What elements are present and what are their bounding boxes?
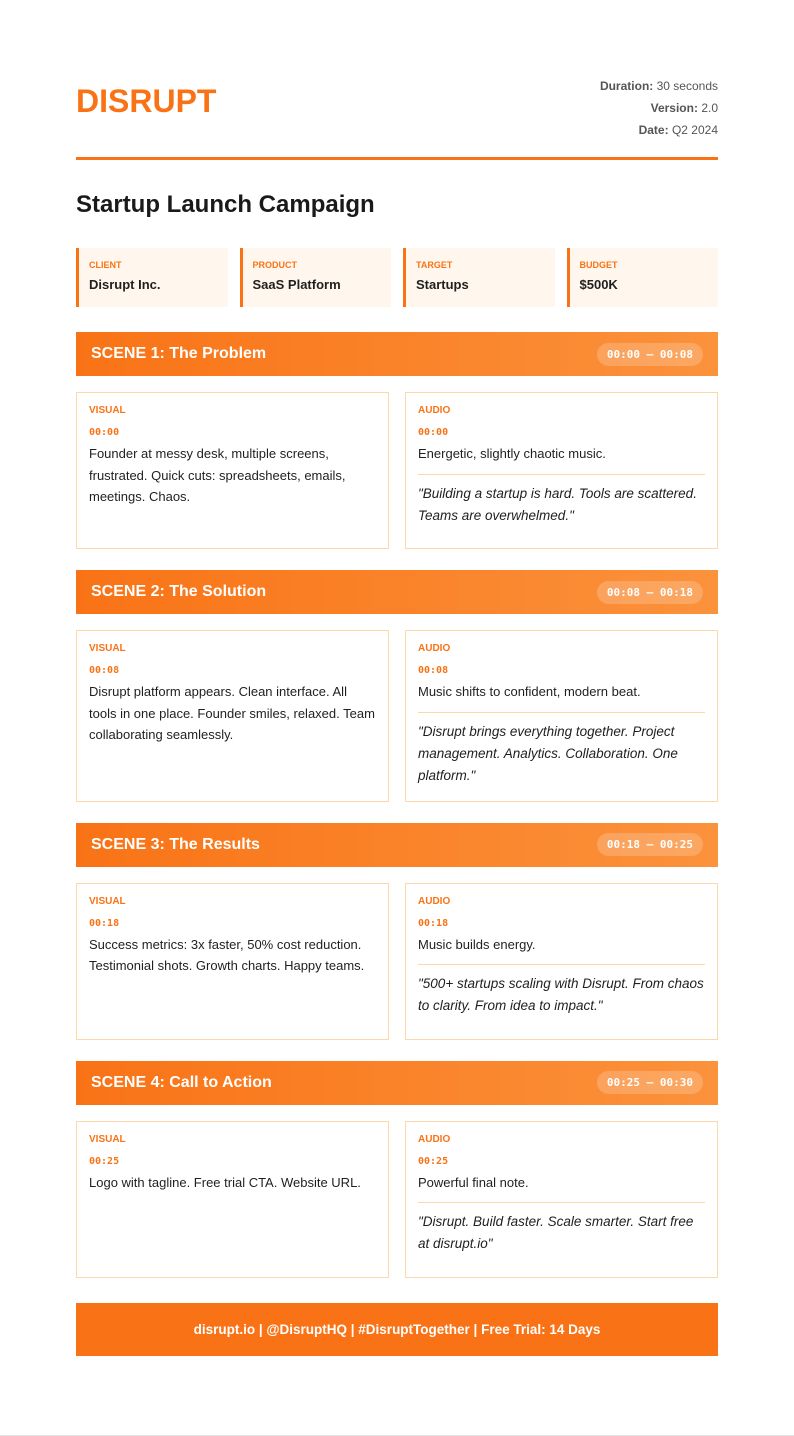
page-title: Startup Launch Campaign — [76, 191, 375, 218]
visual-timecode: 00:08 — [89, 665, 120, 676]
script-document — [76, 0, 718, 1356]
info-label: CLIENT — [89, 260, 122, 270]
meta-value: Q2 2024 — [671, 123, 718, 137]
info-value: Disrupt Inc. — [89, 277, 161, 292]
audio-description: Music builds energy. — [418, 936, 536, 952]
info-label: BUDGET — [579, 260, 618, 270]
scene-header — [76, 570, 718, 614]
meta-version — [600, 97, 718, 119]
info-value: Startups — [416, 277, 469, 292]
visual-description: Founder at messy desk, multiple screens, frustrated. Quick cuts: spreadsheets, emails, meetings. Chaos. — [89, 446, 346, 504]
meta-value: 2.0 — [701, 101, 718, 115]
meta-value: 30 seconds — [656, 79, 718, 93]
audio-column — [405, 1121, 718, 1278]
scene-header — [76, 1061, 718, 1105]
visual-description: Logo with tagline. Free trial CTA. Website URL. — [89, 1174, 361, 1190]
info-label: TARGET — [416, 260, 453, 270]
info-card-client — [76, 248, 228, 307]
visual-column — [76, 392, 389, 549]
scene-columns — [76, 630, 718, 802]
scene-2 — [76, 570, 718, 802]
info-card-target — [403, 248, 555, 307]
audio-description: Powerful final note. — [418, 1174, 529, 1190]
info-card-budget — [567, 248, 719, 307]
scene-timecode-badge: 00:00 – 00:08 — [597, 343, 703, 366]
visual-column — [76, 630, 389, 802]
meta-label: Date: — [638, 123, 669, 137]
meta-duration — [600, 75, 718, 97]
info-label: PRODUCT — [252, 260, 297, 270]
scene-3 — [76, 823, 718, 1040]
scene-timecode-badge: 00:18 – 00:25 — [597, 833, 703, 856]
meta-info — [600, 75, 718, 157]
visual-timecode: 00:25 — [89, 1155, 120, 1167]
voiceover-text: "Disrupt brings everything together. Project management. Analytics. Collaboration. One platform." — [418, 712, 705, 787]
info-value: SaaS Platform — [252, 277, 341, 292]
visual-column — [76, 1121, 389, 1278]
scene-columns — [76, 883, 718, 1040]
scene-title: SCENE 4: Call to Action — [91, 1073, 272, 1091]
footer-bar: disrupt.io | @DisruptHQ | #DisruptTogether | Free Trial: 14 Days — [76, 1303, 718, 1356]
voiceover-text: "Disrupt. Build faster. Scale smarter. Start free at disrupt.io" — [418, 1202, 705, 1255]
scene-columns — [76, 1121, 718, 1278]
header — [76, 0, 718, 160]
audio-description: Music shifts to confident, modern beat. — [418, 684, 641, 699]
audio-label: AUDIO — [418, 1133, 451, 1145]
meta-label: Duration: — [599, 79, 654, 93]
scene-header — [76, 332, 718, 376]
visual-column — [76, 883, 389, 1040]
scene-4 — [76, 1061, 718, 1278]
scene-timecode-badge: 00:25 – 00:30 — [597, 1071, 703, 1094]
scene-title: SCENE 2: The Solution — [91, 583, 267, 600]
scene-1 — [76, 332, 718, 549]
audio-timecode: 00:00 — [418, 427, 449, 438]
info-cards — [76, 248, 718, 307]
audio-column — [405, 883, 718, 1040]
meta-label: Version: — [650, 101, 698, 115]
visual-label: VISUAL — [89, 895, 126, 907]
scene-columns — [76, 392, 718, 549]
visual-label: VISUAL — [89, 1133, 126, 1145]
audio-timecode: 00:18 — [418, 917, 449, 929]
scene-header — [76, 823, 718, 867]
audio-label: AUDIO — [418, 405, 451, 416]
voiceover-text: "Building a startup is hard. Tools are scattered. Teams are overwhelmed." — [418, 474, 705, 527]
visual-description: Disrupt platform appears. Clean interface. All tools in one place. Founder smiles, relaxed. Team collaborating seamlessly. — [89, 684, 375, 742]
visual-label: VISUAL — [89, 405, 126, 416]
scene-title: SCENE 1: The Problem — [91, 345, 267, 362]
audio-label: AUDIO — [418, 643, 451, 654]
meta-date — [600, 119, 718, 141]
visual-label: VISUAL — [89, 643, 126, 654]
audio-description: Energetic, slightly chaotic music. — [418, 446, 606, 461]
brand-logo: DISRUPT — [76, 83, 217, 119]
audio-label: AUDIO — [418, 895, 451, 907]
visual-description: Success metrics: 3x faster, 50% cost reduction. Testimonial shots. Growth charts. Happy teams. — [89, 936, 365, 973]
audio-timecode: 00:25 — [418, 1155, 449, 1167]
voiceover-text: "500+ startups scaling with Disrupt. From chaos to clarity. From idea to impact." — [418, 964, 705, 1017]
audio-column — [405, 392, 718, 549]
scene-title: SCENE 3: The Results — [91, 835, 260, 853]
info-card-product — [240, 248, 392, 307]
audio-timecode: 00:08 — [418, 665, 449, 676]
scene-timecode-badge: 00:08 – 00:18 — [597, 581, 703, 604]
visual-timecode: 00:18 — [89, 917, 120, 929]
audio-column — [405, 630, 718, 802]
info-value: $500K — [579, 277, 618, 292]
visual-timecode: 00:00 — [89, 427, 120, 438]
